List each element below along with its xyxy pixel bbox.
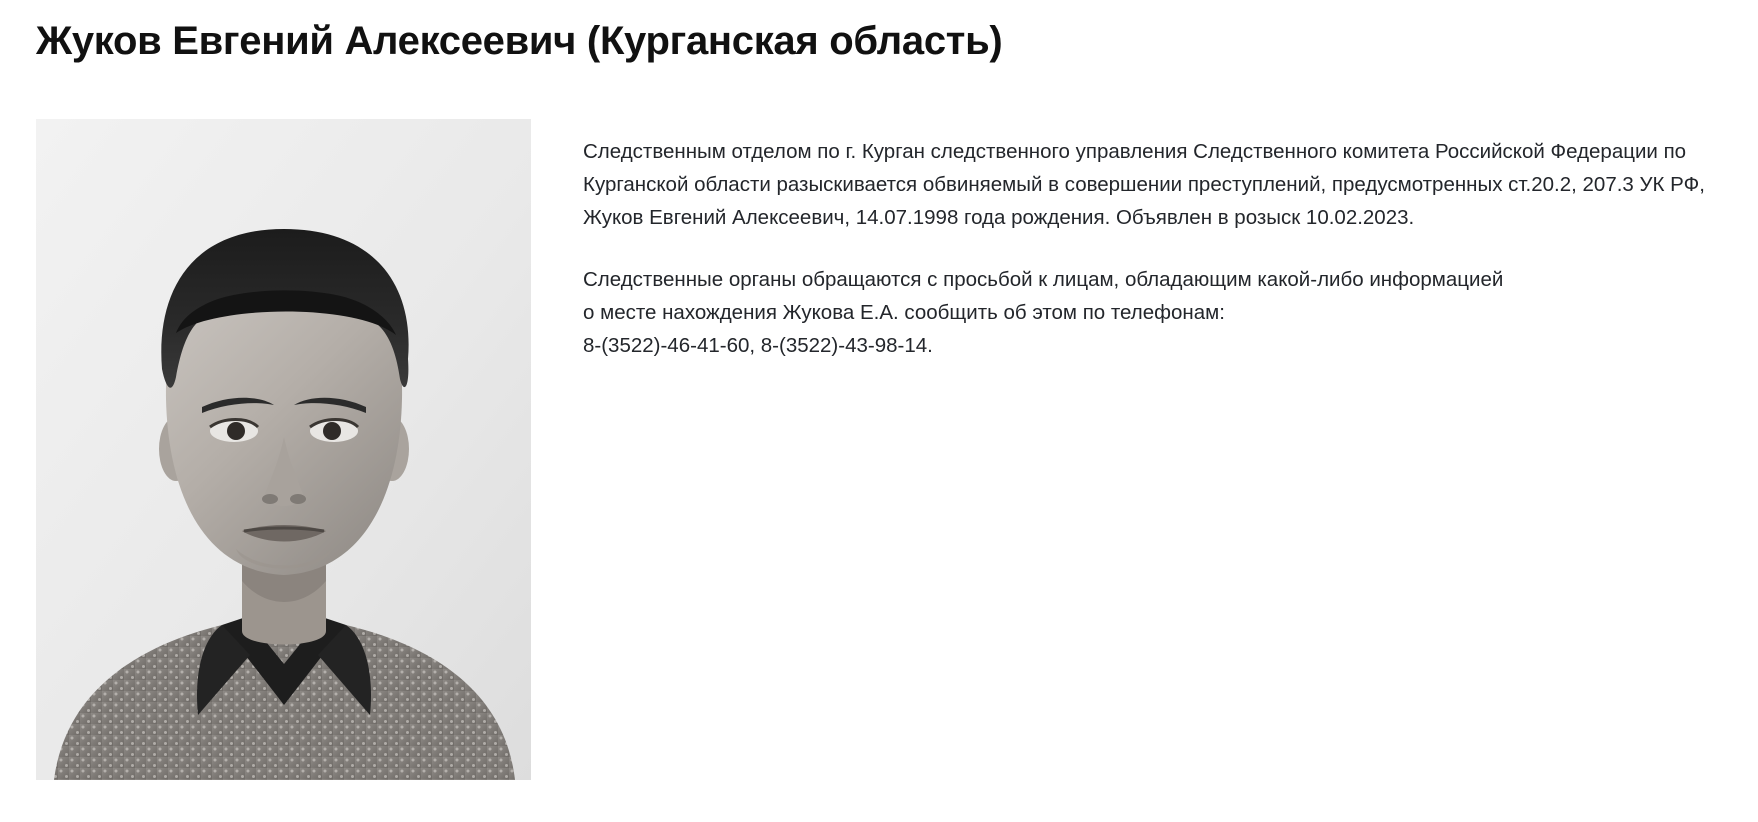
contact-phones: 8-(3522)-46-41-60, 8-(3522)-43-98-14. (583, 334, 933, 358)
photo-block (36, 119, 531, 780)
text-block (531, 119, 1722, 362)
content-area (0, 119, 1758, 780)
contact-line-2: о месте нахождения Жукова Е.А. сообщить об этом по телефонам: (583, 300, 1225, 324)
contact-paragraph (583, 263, 1722, 363)
page-title: Жуков Евгений Алексеевич (Курганская область) (36, 19, 1003, 63)
person-photo (36, 119, 531, 780)
contact-line-1: Следственные органы обращаются с просьбой к лицам, обладающим какой-либо информацией (583, 267, 1504, 291)
case-description-paragraph: Следственным отделом по г. Курган следственного управления Следственного комитета Российской Федерации по Курганской области разыскивается обвиняемый в совершении преступлений, предусмотренных ст.20.2, 207.3 УК РФ, Жуков Евгений Алексеевич, 14.07.1998 года рождения. Объявлен в розыск 10.02.2023. (583, 140, 1705, 230)
